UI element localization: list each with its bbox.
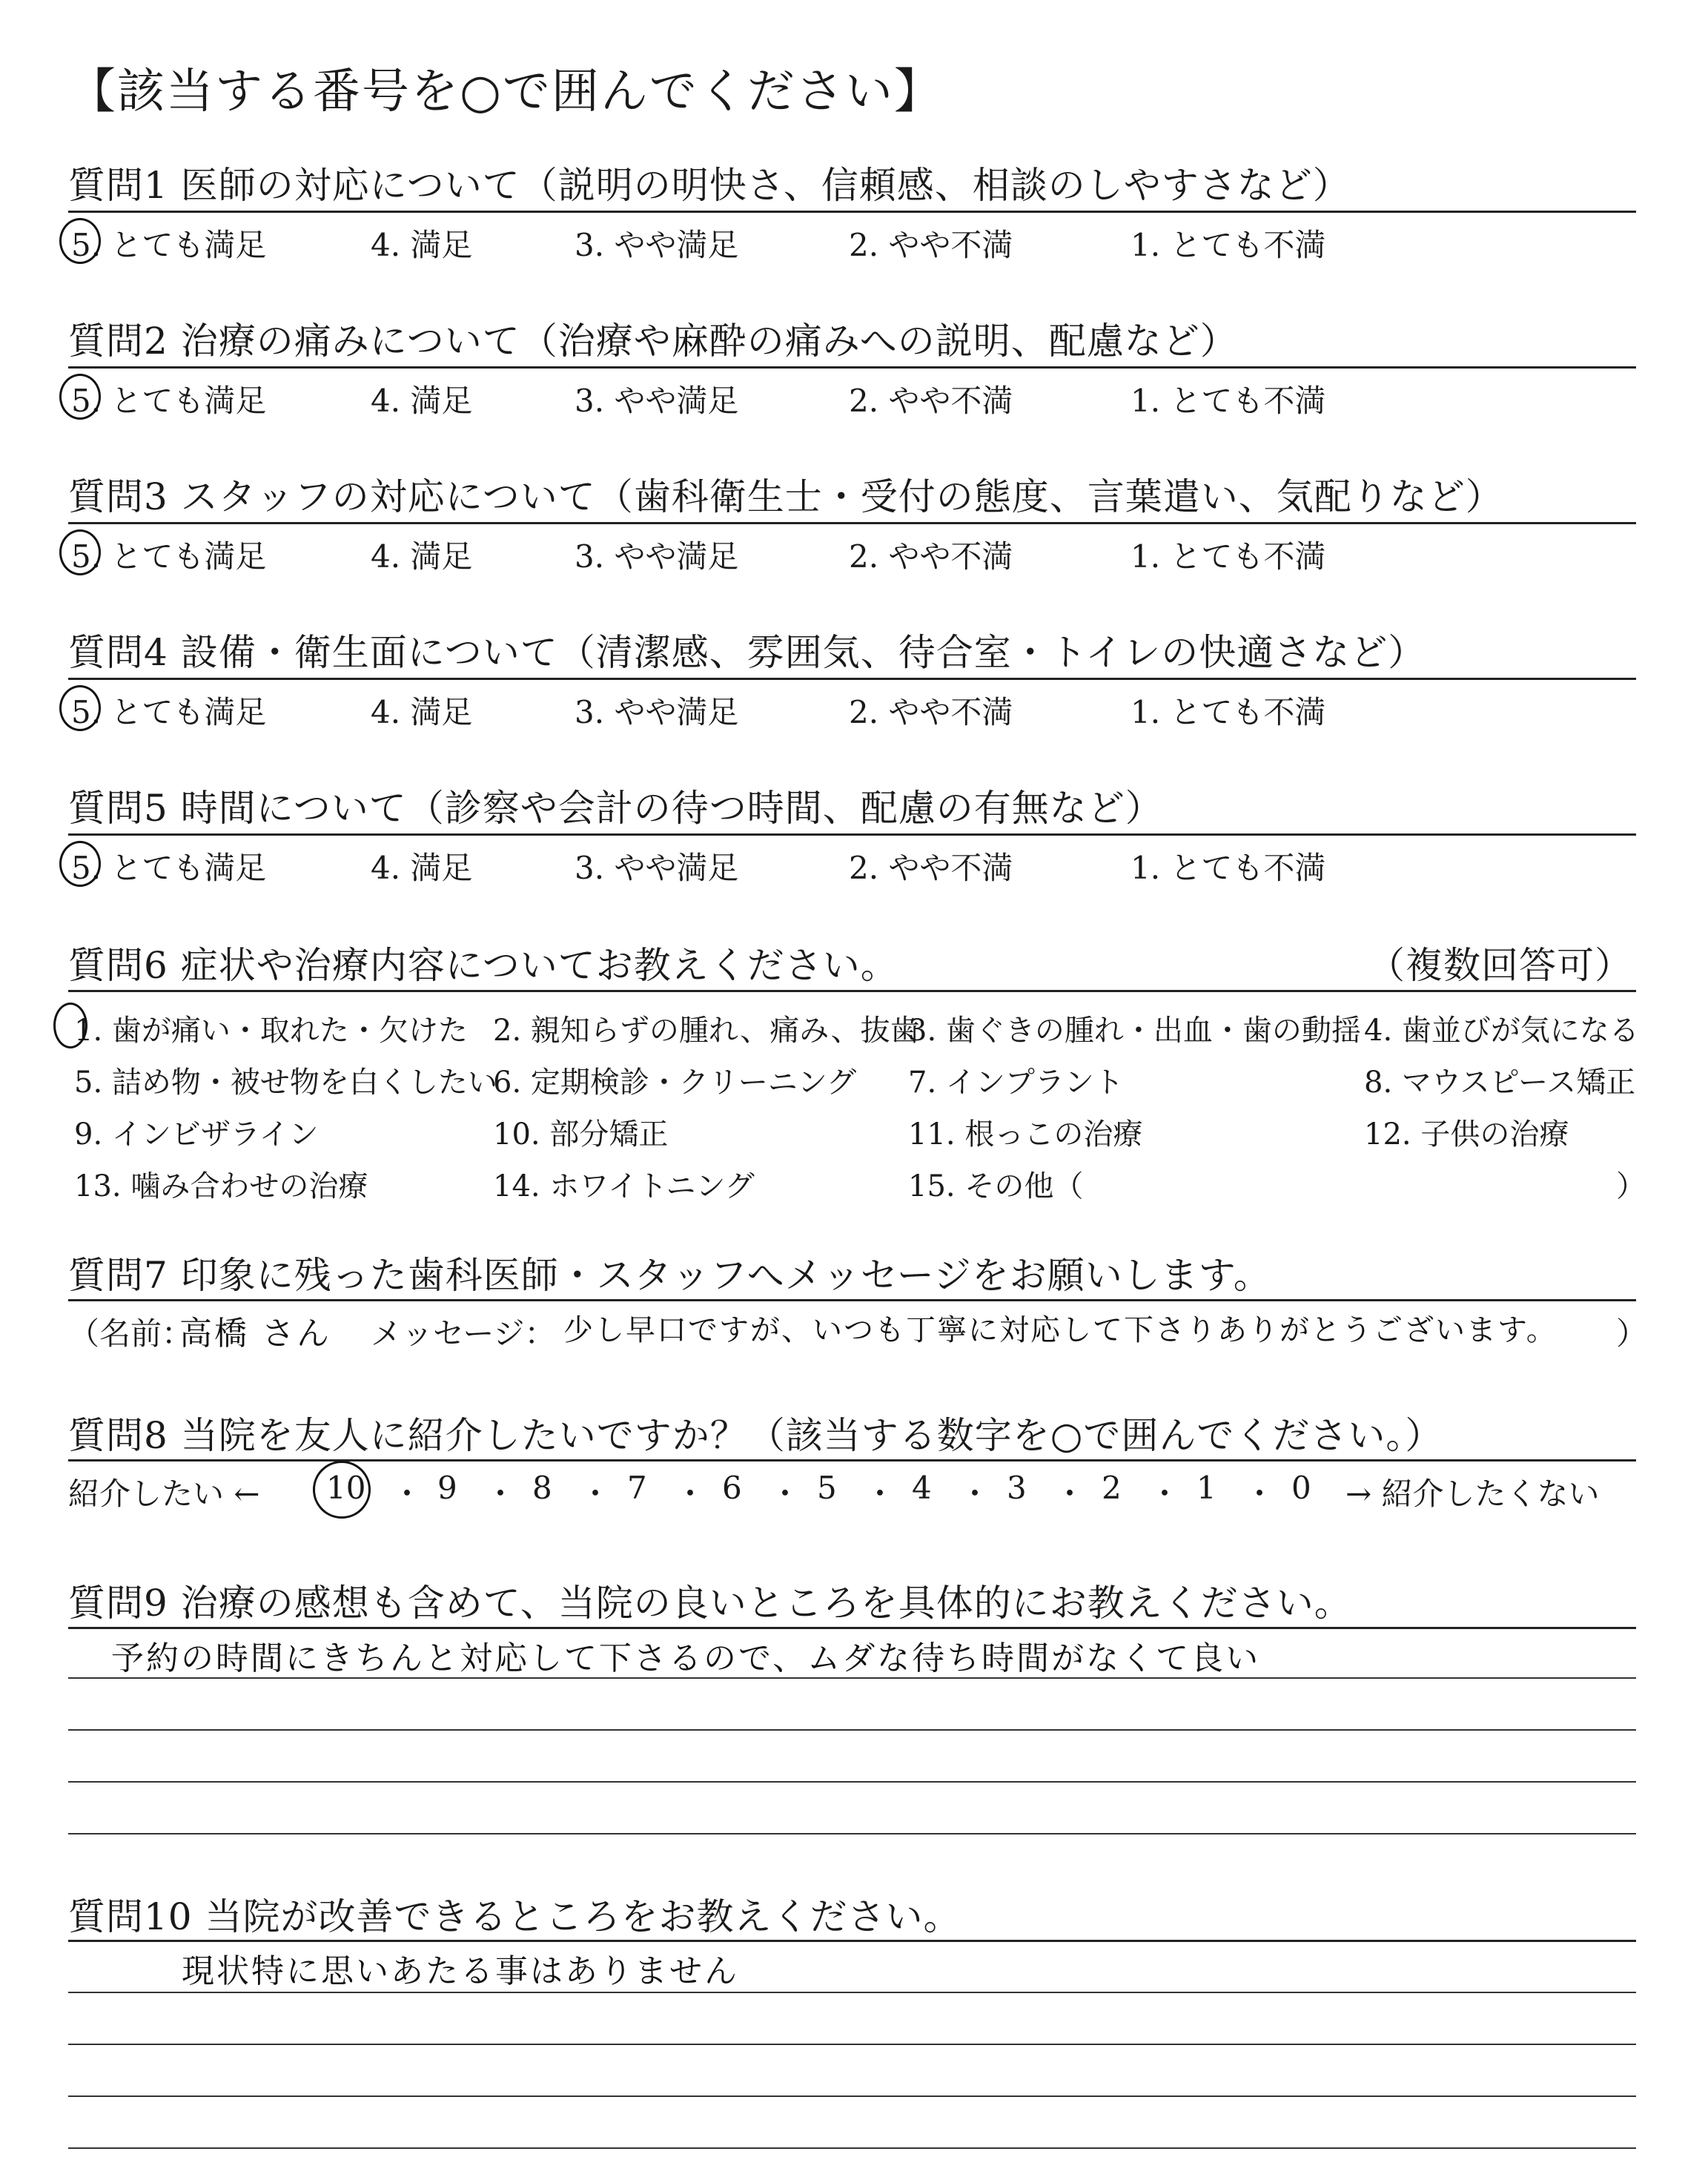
q1-label: 質問1 医師の対応について（説明の明快さ、信頼感、相談のしやすさなど） [68, 164, 1351, 207]
q7-name-value[interactable]: 高橋 さん [179, 1315, 331, 1353]
q6-option[interactable]: 12. 子供の治療 [1364, 1117, 1569, 1152]
q10-write-line [68, 2044, 1636, 2045]
q8-scale-dot: ・ [485, 1476, 517, 1512]
q8-rule [68, 1459, 1636, 1462]
q8-scale-dot: ・ [1149, 1476, 1181, 1512]
q3-selected-circle [59, 529, 101, 575]
q8-label: 質問8 当院を友人に紹介したいですか？（該当する数字を○で囲んでください。） [68, 1414, 1443, 1457]
q2-label: 質問2 治療の痛みについて（治療や麻酔の痛みへの説明、配慮など） [68, 320, 1238, 363]
q3-option-2[interactable]: 2. やや不満 [849, 538, 1013, 575]
q1-option-5[interactable]: 5. とても満足 [71, 227, 267, 263]
q8-scale-2[interactable]: 2 [1102, 1470, 1122, 1506]
q5-rule [68, 833, 1636, 836]
q2-option-2[interactable]: 2. やや不満 [849, 383, 1013, 419]
q3-option-1[interactable]: 1. とても不満 [1131, 538, 1326, 575]
q6-option[interactable]: 14. ホワイトニング [493, 1169, 755, 1203]
q10-answer[interactable]: 現状特に思いあたる事はありません [182, 1952, 739, 1990]
q5-option-3[interactable]: 3. やや満足 [575, 850, 739, 886]
q5-option-1[interactable]: 1. とても不満 [1131, 850, 1326, 886]
q7-close-paren: ） [1616, 1315, 1648, 1352]
q8-scale-9[interactable]: 9 [437, 1470, 457, 1506]
q3-option-5[interactable]: 5. とても満足 [71, 538, 267, 575]
q4-label: 質問4 設備・衛生面について（清潔感、雰囲気、待合室・トイレの快適さなど） [68, 631, 1426, 674]
q9-write-line [68, 1677, 1636, 1679]
q8-scale-dot: ・ [1244, 1476, 1276, 1512]
q9-answer[interactable]: 予約の時間にきちんと対応して下さるので、ムダな待ち時間がなくて良い [111, 1639, 1261, 1677]
q4-option-3[interactable]: 3. やや満足 [575, 694, 739, 730]
q7-message-prefix: メッセージ： [371, 1315, 556, 1352]
q8-scale-5[interactable]: 5 [817, 1470, 837, 1506]
q6-option[interactable]: 13. 噛み合わせの治療 [74, 1169, 368, 1203]
q3-label: 質問3 スタッフの対応について（歯科衛生士・受付の態度、言葉遣い、気配りなど） [68, 475, 1503, 518]
q1-selected-circle [59, 218, 101, 264]
q5-option-5[interactable]: 5. とても満足 [71, 850, 267, 886]
q6-selected-circle [53, 1003, 87, 1048]
q1-option-1[interactable]: 1. とても不満 [1131, 227, 1326, 263]
q4-selected-circle [59, 685, 101, 731]
q8-scale-dot: ・ [864, 1476, 896, 1512]
q8-scale-dot: ・ [391, 1476, 423, 1512]
q8-scale-dot: ・ [580, 1476, 612, 1512]
q9-write-line [68, 1729, 1636, 1731]
q6-option[interactable]: 11. 根っこの治療 [908, 1117, 1143, 1152]
q5-selected-circle [59, 841, 101, 887]
q8-scale-dot: ・ [769, 1476, 801, 1512]
q8-scale-8[interactable]: 8 [532, 1470, 552, 1506]
q6-option[interactable]: 7. インプラント [908, 1066, 1124, 1100]
q6-option[interactable]: 5. 詰め物・被せ物を白くしたい [74, 1066, 497, 1100]
q8-scale-6[interactable]: 6 [722, 1470, 742, 1506]
q6-option[interactable]: 1. 歯が痛い・取れた・欠けた [74, 1014, 468, 1048]
q1-option-2[interactable]: 2. やや不満 [849, 227, 1013, 263]
q1-option-4[interactable]: 4. 満足 [371, 227, 473, 263]
q10-write-line [68, 1992, 1636, 1993]
q2-option-5[interactable]: 5. とても満足 [71, 383, 267, 419]
page-title: 【該当する番号を○で囲んでください】 [68, 65, 943, 119]
q2-rule [68, 366, 1636, 369]
q8-scale-4[interactable]: 4 [912, 1470, 932, 1506]
q6-rule [68, 990, 1636, 992]
q4-rule [68, 678, 1636, 680]
q8-scale-3[interactable]: 3 [1007, 1470, 1027, 1506]
q7-name-prefix: （名前： [68, 1315, 193, 1352]
q3-option-4[interactable]: 4. 満足 [371, 538, 473, 575]
q5-option-4[interactable]: 4. 満足 [371, 850, 473, 886]
q6-note: （複数回答可） [1368, 944, 1632, 987]
q6-option[interactable]: 8. マウスピース矯正 [1364, 1066, 1636, 1100]
q8-scale-dot: ・ [959, 1476, 991, 1512]
q4-option-2[interactable]: 2. やや不満 [849, 694, 1013, 730]
q5-option-2[interactable]: 2. やや不満 [849, 850, 1013, 886]
q6-label: 質問6 症状や治療内容についてお教えください。 [68, 944, 898, 987]
q1-option-3[interactable]: 3. やや満足 [575, 227, 739, 263]
q10-rule [68, 1940, 1636, 1942]
q2-option-3[interactable]: 3. やや満足 [575, 383, 739, 419]
q6-other-close: ） [1616, 1169, 1646, 1203]
q9-rule [68, 1627, 1636, 1629]
q6-option[interactable]: 6. 定期検診・クリーニング [493, 1066, 857, 1100]
q6-option[interactable]: 15. その他（ [908, 1169, 1084, 1203]
q8-left-label: 紹介したい ← [68, 1476, 260, 1512]
q8-right-label: → 紹介したくない [1345, 1476, 1600, 1512]
q6-option[interactable]: 9. インビザライン [74, 1117, 319, 1152]
q8-scale-1[interactable]: 1 [1196, 1470, 1217, 1506]
q2-selected-circle [59, 374, 101, 420]
q6-option[interactable]: 2. 親知らずの腫れ、痛み、抜歯 [493, 1014, 920, 1048]
q7-message-value[interactable]: 少し早口ですが、いつも丁寧に対応して下さりありがとうございます。 [563, 1313, 1558, 1347]
q9-label: 質問9 治療の感想も含めて、当院の良いところを具体的にお教えください。 [68, 1582, 1352, 1625]
q4-option-5[interactable]: 5. とても満足 [71, 694, 267, 730]
q2-option-4[interactable]: 4. 満足 [371, 383, 473, 419]
q7-rule [68, 1299, 1636, 1301]
q9-write-line [68, 1833, 1636, 1834]
q6-option[interactable]: 3. 歯ぐきの腫れ・出血・歯の動揺 [908, 1014, 1361, 1048]
q3-option-3[interactable]: 3. やや満足 [575, 538, 739, 575]
q8-selected-circle [313, 1461, 371, 1519]
q1-rule [68, 211, 1636, 213]
q8-scale-10[interactable]: 10 [326, 1470, 366, 1506]
q8-scale-0[interactable]: 0 [1291, 1470, 1311, 1506]
q8-scale-7[interactable]: 7 [627, 1470, 647, 1506]
q9-write-line [68, 1781, 1636, 1783]
q8-scale-dot: ・ [1054, 1476, 1086, 1512]
q7-label: 質問7 印象に残った歯科医師・スタッフへメッセージをお願いします。 [68, 1254, 1271, 1297]
q2-option-1[interactable]: 1. とても不満 [1131, 383, 1326, 419]
q10-label: 質問10 当院が改善できるところをお教えください。 [68, 1895, 961, 1938]
q10-write-line [68, 2147, 1636, 2149]
q4-option-1[interactable]: 1. とても不満 [1131, 694, 1326, 730]
q3-rule [68, 522, 1636, 524]
q6-option[interactable]: 4. 歯並びが気になる [1364, 1014, 1639, 1048]
q8-scale-dot: ・ [675, 1476, 706, 1512]
q4-option-4[interactable]: 4. 満足 [371, 694, 473, 730]
q6-option[interactable]: 10. 部分矯正 [493, 1117, 669, 1152]
q5-label: 質問5 時間について（診察や会計の待つ時間、配慮の有無など） [68, 787, 1163, 830]
q10-write-line [68, 2095, 1636, 2097]
